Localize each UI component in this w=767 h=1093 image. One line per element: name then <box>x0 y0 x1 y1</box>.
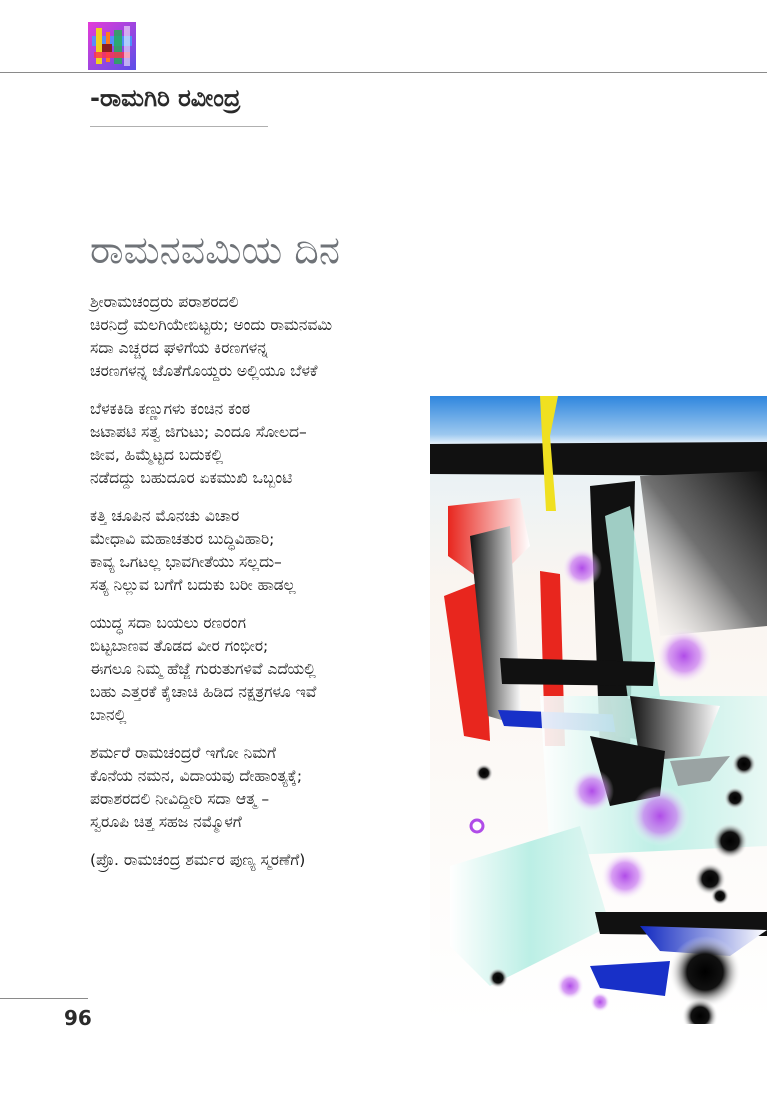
author-name: -ರಾಮಗಿರಿ ರವೀಂದ್ರ <box>90 84 241 112</box>
stanza <box>90 612 420 727</box>
footer-rule <box>0 998 88 999</box>
poem-line: ಶರ್ಮರೆ ರಾಮಚಂದ್ರರೆ ಇಗೋ ನಿಮಗೆ <box>90 744 277 762</box>
poem-line: ಸತ್ಯ ನಿಲ್ಲುವ ಬಗೆಗೆ ಬದುಕು ಬರೀ ಹಾಡಲ್ಲ <box>90 576 296 594</box>
poem-line: ಕತ್ತಿ ಚೂಪಿನ ಮೊನಚು ವಿಚಾರ <box>90 507 240 525</box>
stanza <box>90 398 420 490</box>
poem-line: ಜೀವ, ಹಿಮ್ಮೆಟ್ಟದ ಬದುಕಲ್ಲಿ <box>90 446 224 464</box>
stanza <box>90 291 420 383</box>
page-number: 96 <box>64 1006 92 1030</box>
poem-line: ಕೊನೆಯ ನಮನ, ವಿದಾಯವು ದೇಹಾಂತ್ಯಕ್ಕೆ; <box>90 767 303 785</box>
stanza <box>90 505 420 597</box>
poem-line: ಬೆಳಕಕಿಡಿ ಕಣ್ಣುಗಳು ಕಂಚಿನ ಕಂಠ <box>90 400 251 418</box>
dedication-note: (ಪ್ರೊ. ರಾಮಚಂದ್ರ ಶರ್ಮರ ಪುಣ್ಯ ಸ್ಮರಣೆಗೆ) <box>90 851 306 869</box>
poem-line: ಚಿರನಿದ್ರೆ ಮಲಗಿಯೇಬಿಟ್ಟರು; ಅಂದು ರಾಮನವಮಿ <box>90 316 333 334</box>
poem-body <box>90 291 420 872</box>
magazine-logo-icon <box>88 22 136 70</box>
header-rule <box>0 72 767 73</box>
poem-line: ಈಗಲೂ ನಿಮ್ಮ ಹೆಜ್ಜೆ ಗುರುತುಗಳಿವೆ ಎದೆಯಲ್ಲಿ <box>90 660 316 678</box>
poem-line: ನಡೆದದ್ದು ಬಹುದೂರ ಏಕಮುಖಿ ಒಬ್ಬಂಟಿ <box>90 469 293 487</box>
poem-line: ಸ್ವರೂಪಿ ಚಿತ್ತ ಸಹಜ ನಮ್ಮೊಳಗೆ <box>90 813 242 831</box>
poem-line: ಬಿಟ್ಟಬಾಣವ ತೊಡದ ವೀರ ಗಂಭೀರ; <box>90 637 269 655</box>
poem-line: ಸದಾ ಎಚ್ಚರದ ಘಳಿಗೆಯ ಕಿರಣಗಳನ್ನ <box>90 339 268 357</box>
poem-line: ಮೇಧಾವಿ ಮಹಾಚತುರ ಬುದ್ಧಿವಿಹಾರಿ; <box>90 530 275 548</box>
poem-line: ಜಟಾಪಟಿ ಸತ್ವ ಜಿಗುಟು; ಎಂದೂ ಸೋಲದ– <box>90 423 307 441</box>
abstract-artwork-image <box>430 396 767 1024</box>
poem-line: ಯುದ್ಧ ಸದಾ ಬಯಲು ರಣರಂಗ <box>90 614 247 632</box>
poem-line: ಪರಾಶರದಲಿ ನೀವಿದ್ದೀರಿ ಸದಾ ಆತ್ಮ – <box>90 790 270 808</box>
poem-line: ಚರಣಗಳನ್ನ ಜೊತೆಗೊಯ್ದರು ಅಲ್ಲಿಯೂ ಬೆಳಕೆ <box>90 362 318 380</box>
poem-line: ಬಾನಲ್ಲಿ <box>90 706 127 724</box>
poem-title: ರಾಮನವಮಿಯ ದಿನ <box>90 228 340 272</box>
poem-line: ಕಾವ್ಯ ಒಗಟಲ್ಲ ಭಾವಗೀತೆಯು ಸಲ್ಲದು– <box>90 553 282 571</box>
poem-line: ಬಹು ಎತ್ತರಕೆ ಕೈಚಾಚಿ ಹಿಡಿದ ನಕ್ಷತ್ರಗಳೂ ಇವೆ <box>90 683 317 701</box>
author-underline <box>90 126 268 127</box>
stanza <box>90 742 420 834</box>
poem-line: ಶ್ರೀರಾಮಚಂದ್ರರು ಪರಾಶರದಲಿ <box>90 293 239 311</box>
